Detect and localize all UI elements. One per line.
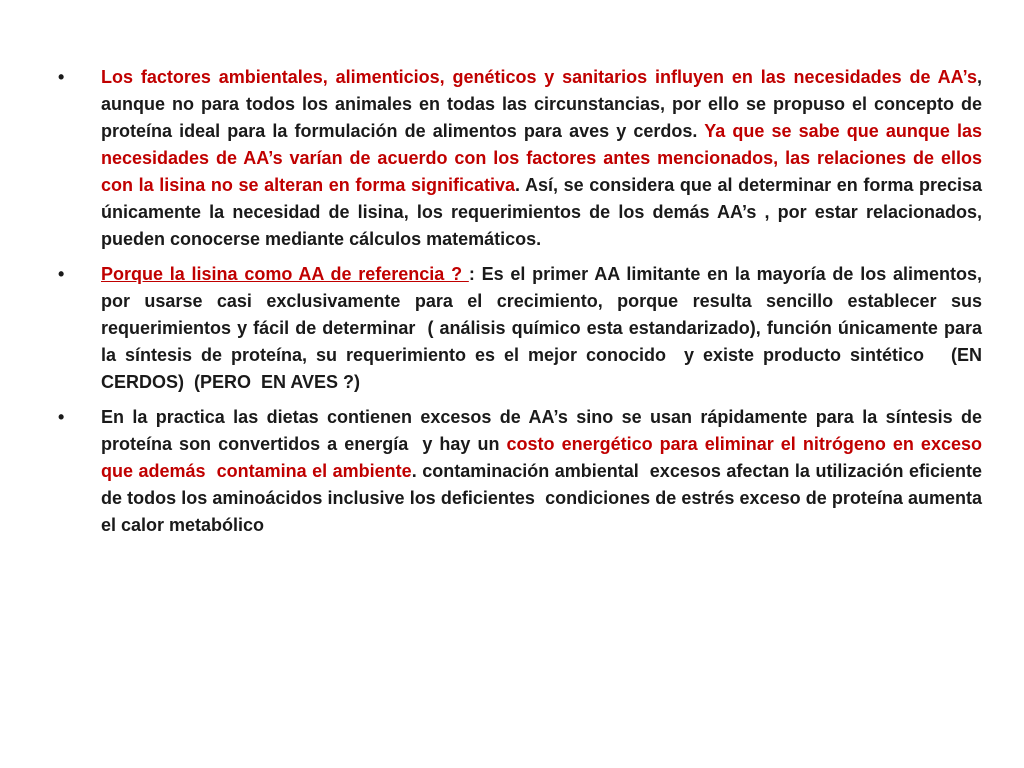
bullet-item-2 <box>58 261 988 396</box>
bullet-item-1 <box>58 64 988 253</box>
highlight-text: costo energético para eliminar el nitrógeno en exceso que además contamina el ambiente <box>101 434 987 481</box>
bullet-icon: • <box>58 264 65 284</box>
question-heading: Porque la lisina como AA de referencia ? <box>101 264 469 284</box>
body-text: : Es el primer AA limitante en la mayoría de los alimentos, por usarse casi exclusivamente para el crecimiento, porque resulta sencillo establecer sus requerimientos y fácil de determinar ( análisis químico esta estandarizado), función únicamente para la síntesis de proteína, su requerimiento es el mejor conocido y existe producto sintético (EN CERDOS) (PERO EN AVES ?) <box>101 264 988 392</box>
body-text: . contaminación ambiental excesos afectan la utilización eficiente de todos los aminoácidos inclusive los deficientes condiciones de estrés exceso de proteína aumenta el calor metabólico <box>101 461 988 535</box>
bullet-list <box>58 64 988 547</box>
body-text: En la practica las dietas contienen excesos de AA’s sino se usan rápidamente para la síntesis de proteína son convertidos a energía y hay un <box>101 407 988 454</box>
highlight-text: Ya que se sabe que aunque las necesidades de AA’s varían de acuerdo con los factores antes mencionados, las relaciones de ellos con la lisina no se alteran en forma significativa <box>101 121 988 195</box>
bullet-icon: • <box>58 67 65 87</box>
bullet-icon: • <box>58 407 65 427</box>
bullet-item-3 <box>58 404 988 539</box>
body-text: . Así, se considera que al determinar en forma precisa únicamente la necesidad de lisina, los requerimientos de los demás AA’s , por estar relacionados, pueden conocerse mediante cálculos matemáticos. <box>101 175 988 249</box>
highlight-text: Los factores ambientales, alimenticios, genéticos y sanitarios influyen en las necesidades de AA’s <box>101 67 977 87</box>
body-text: , aunque no para todos los animales en todas las circunstancias, por ello se propuso el concepto de proteína ideal para la formulación de alimentos para aves y cerdos. <box>101 67 988 141</box>
